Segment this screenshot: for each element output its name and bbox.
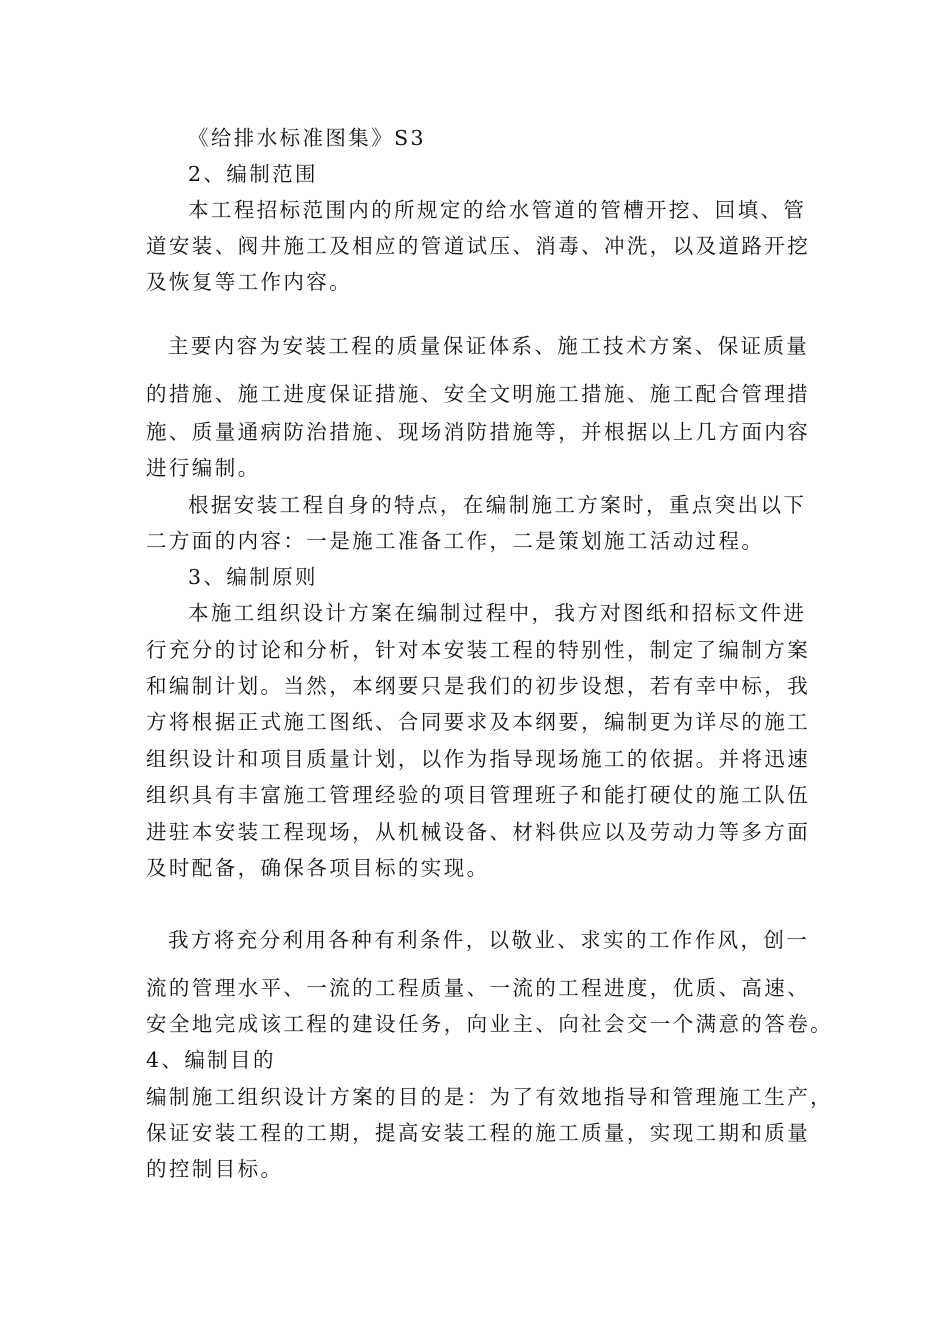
section-heading-principles: 3、编制原则: [188, 565, 318, 589]
paragraph-line: 的措施、施工进度保证措施、安全文明施工措施、施工配合管理措: [146, 382, 811, 406]
paragraph-line: 及时配备，确保各项目标的实现。: [146, 856, 490, 880]
section-heading-scope: 2、编制范围: [188, 162, 318, 186]
paragraph-line: 方将根据正式施工图纸、合同要求及本纲要，编制更为详尽的施工: [146, 710, 811, 734]
section-heading-objectives: 4、编制目的: [146, 1048, 276, 1072]
paragraph-line: 我方将充分利用各种有利条件，以敬业、求实的工作作风，创一: [168, 928, 810, 952]
paragraph-line: 本施工组织设计方案在编制过程中，我方对图纸和招标文件进: [188, 601, 807, 625]
paragraph-line: 本工程招标范围内的所规定的给水管道的管槽开挖、回填、管: [188, 198, 807, 222]
paragraph-line: 安全地完成该工程的建设任务，向业主、向社会交一个满意的答卷。: [146, 1012, 833, 1036]
paragraph-line: 主要内容为安装工程的质量保证体系、施工技术方案、保证质量: [168, 334, 810, 358]
paragraph-line: 二方面的内容：一是施工准备工作，二是策划施工活动过程。: [146, 529, 765, 553]
paragraph-line: 进驻本安装工程现场，从机械设备、材料供应以及劳动力等多方面: [146, 820, 811, 844]
paragraph-line: 编制施工组织设计方案的目的是：为了有效地指导和管理施工生产，: [146, 1085, 833, 1109]
paragraph-line: 组织具有丰富施工管理经验的项目管理班子和能打硬仗的施工队伍: [146, 783, 811, 807]
paragraph-line: 流的管理水平、一流的工程质量、一流的工程进度，优质、高速、: [146, 976, 811, 1000]
paragraph-line: 施、质量通病防治措施、现场消防措施等，并根据以上几方面内容: [146, 420, 811, 444]
paragraph-line: 保证安装工程的工期，提高安装工程的施工质量，实现工期和质量: [146, 1121, 811, 1145]
paragraph-line: 及恢复等工作内容。: [146, 270, 353, 294]
paragraph-line: 行充分的讨论和分析，针对本安装工程的特别性，制定了编制方案: [146, 638, 811, 662]
paragraph-line: 根据安装工程自身的特点，在编制施工方案时，重点突出以下: [188, 493, 807, 517]
paragraph-line: 的控制目标。: [146, 1157, 284, 1181]
paragraph-line: 进行编制。: [146, 456, 261, 480]
reference-line: 《给排水标准图集》S3: [188, 126, 426, 150]
paragraph-line: 组织设计和项目质量计划，以作为指导现场施工的依据。并将迅速: [146, 747, 811, 771]
paragraph-line: 道安装、阀井施工及相应的管道试压、消毒、冲洗，以及道路开挖: [146, 234, 811, 258]
paragraph-line: 和编制计划。当然，本纲要只是我们的初步设想，若有幸中标，我: [146, 674, 811, 698]
